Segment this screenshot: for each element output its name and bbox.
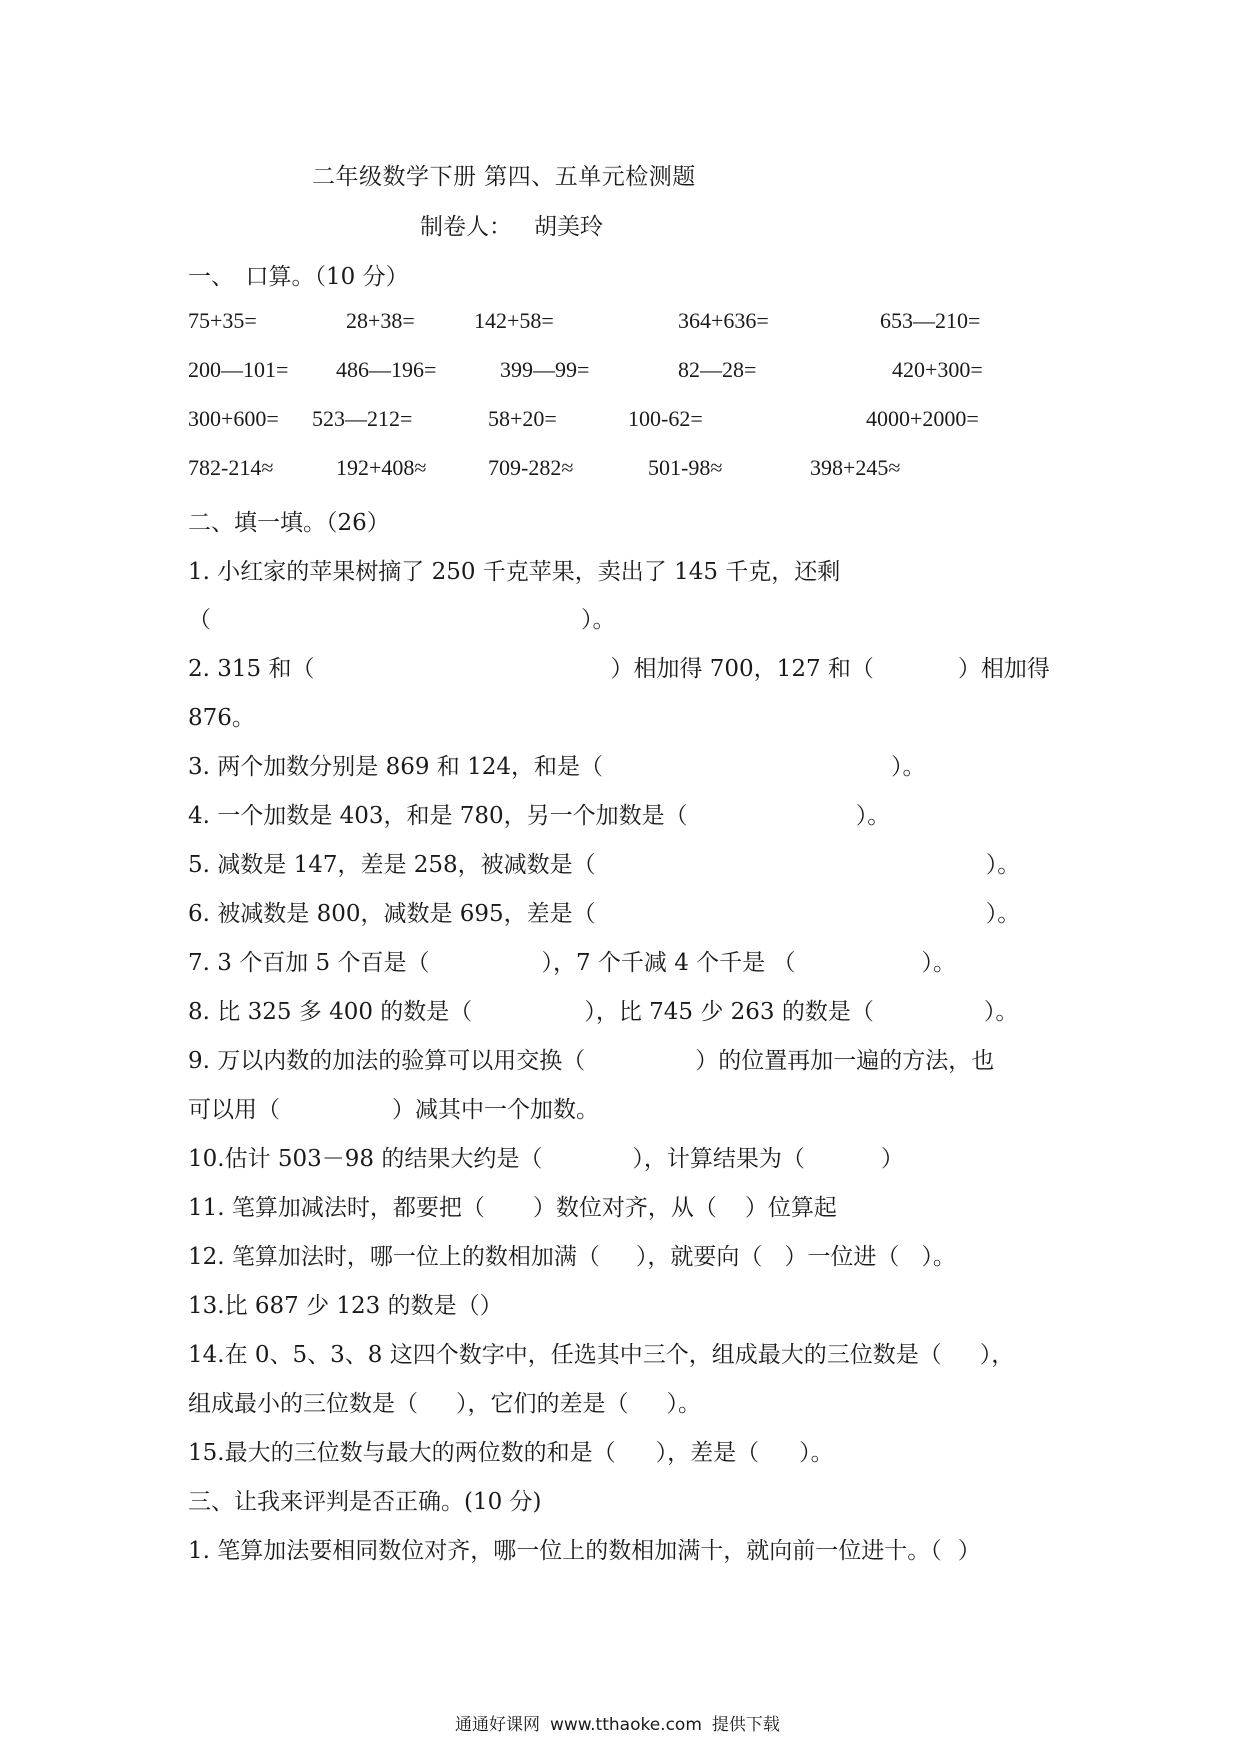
question-3 <box>188 748 926 781</box>
calc-item: 782-214≈ <box>188 455 274 480</box>
question-7 <box>188 944 956 977</box>
calc-item: 709-282≈ <box>488 455 574 480</box>
question-10 <box>188 1140 904 1173</box>
question-text: ）。 <box>855 803 891 829</box>
question-text: 6. 被减数是 800，减数是 695，差是（ <box>188 901 596 927</box>
calc-item: 399—99= <box>500 357 590 382</box>
question-text: ）。 <box>799 1440 834 1466</box>
section3-heading: 三、让我来评判是否正确。(10 分) <box>188 1489 542 1515</box>
question-text: 12. 笔算加法时，哪一位上的数相加满（ <box>188 1244 600 1270</box>
question-text: 可以用（ <box>188 1097 280 1123</box>
question-5 <box>188 846 1020 879</box>
question-text: ）数位对齐，从（ <box>532 1195 717 1221</box>
question-text: ）。 <box>983 999 1019 1025</box>
question-text: ） <box>880 1146 904 1172</box>
calc-item: 82—28= <box>678 357 757 382</box>
calc-item: 420+300= <box>892 357 983 382</box>
calc-item: 75+35= <box>188 308 257 333</box>
calc-item: 653—210= <box>880 308 981 333</box>
question-text: ）。 <box>921 1244 956 1270</box>
question-1-line2 <box>188 601 616 634</box>
calc-item: 398+245≈ <box>810 455 901 480</box>
question-1-line1: 1. 小红家的苹果树摘了 250 千克苹果，卖出了 145 千克，还剩 <box>188 559 841 585</box>
question-13: 13.比 687 少 123 的数是（） <box>188 1293 503 1319</box>
question-text: 15.最大的三位数与最大的两位数的和是（ <box>188 1440 616 1466</box>
question-15 <box>188 1434 834 1467</box>
section3-question-1 <box>188 1532 981 1565</box>
calc-item: 486—196= <box>336 357 437 382</box>
calc-item: 200—101= <box>188 357 289 382</box>
question-text: ） <box>957 1538 981 1564</box>
question-text: ）。 <box>921 950 956 976</box>
question-6 <box>188 895 1020 928</box>
section2-heading: 二、填一填。（26） <box>188 510 390 536</box>
question-14-line2 <box>188 1385 701 1418</box>
calc-item: 4000+2000= <box>866 406 979 431</box>
question-text: ）位算起 <box>744 1195 837 1221</box>
paren-open: （ <box>188 607 211 633</box>
question-text: 5. 减数是 147，差是 258，被减数是（ <box>188 852 596 878</box>
question-text: 11. 笔算加减法时，都要把（ <box>188 1195 485 1221</box>
calc-item: 100-62= <box>628 406 703 431</box>
question-text: ）。 <box>666 1391 701 1417</box>
question-text: 3. 两个加数分别是 869 和 124，和是（ <box>188 754 603 780</box>
question-text: 2. 315 和（ <box>188 656 315 682</box>
question-text: ）一位进（ <box>784 1244 900 1270</box>
question-4 <box>188 797 890 830</box>
page-title: 二年级数学下册 第四、五单元检测题 <box>312 164 696 190</box>
question-text: 8. 比 325 多 400 的数是（ <box>188 999 473 1025</box>
question-text: ），计算结果为（ <box>632 1146 805 1172</box>
question-text: ），差是（ <box>655 1440 760 1466</box>
question-text: ），就要向（ <box>635 1244 763 1270</box>
question-text: 10.估计 503－98 的结果大约是（ <box>188 1146 543 1172</box>
question-text: 1. 笔算加法要相同数位对齐，哪一位上的数相加满十，就向前一位进十。（ <box>188 1538 942 1564</box>
question-text: ）相加得 <box>957 656 1050 682</box>
section1-heading: 一、 口算。（10 分） <box>188 264 409 290</box>
question-text: ）。 <box>891 754 926 780</box>
question-14-line1 <box>188 1336 1014 1369</box>
question-text: ）。 <box>985 901 1021 927</box>
footer-suffix: 提供下载 <box>711 1715 780 1735</box>
calc-item: 192+408≈ <box>336 455 427 480</box>
author-line <box>420 208 603 241</box>
question-11 <box>188 1189 837 1222</box>
question-8 <box>188 993 1018 1026</box>
calc-item: 58+20= <box>488 406 557 431</box>
question-text: ）， <box>979 1342 1015 1368</box>
page-footer <box>455 1710 790 1735</box>
calc-item: 142+58= <box>474 308 554 333</box>
calc-item: 364+636= <box>678 308 769 333</box>
question-text: ），比 745 少 263 的数是（ <box>584 999 874 1025</box>
question-text: 7. 3 个百加 5 个百是（ <box>188 950 430 976</box>
calc-item: 300+600= <box>188 406 279 431</box>
question-text: 9. 万以内数的加法的验算可以用交换（ <box>188 1048 586 1074</box>
question-text: ）。 <box>985 852 1021 878</box>
author-name: 胡美玲 <box>534 214 603 240</box>
question-text: 14.在 0、5、3、8 这四个数字中，任选其中三个，组成最大的三位数是（ <box>188 1342 942 1368</box>
calc-item: 501-98≈ <box>648 455 723 480</box>
footer-url[interactable]: www.tthaoke.com <box>550 1715 702 1735</box>
footer-site-name: 通通好课网 <box>455 1715 540 1735</box>
question-text: ）的位置再加一遍的方法，也 <box>695 1048 995 1074</box>
author-label: 制卷人： <box>420 214 512 240</box>
question-text: ），它们的差是（ <box>456 1391 629 1417</box>
question-2-line2: 876。 <box>188 705 255 731</box>
question-text: 4. 一个加数是 403，和是 780，另一个加数是（ <box>188 803 688 829</box>
question-9-line1 <box>188 1042 994 1075</box>
question-9-line2 <box>188 1091 599 1124</box>
paren-close: ）。 <box>581 607 616 633</box>
question-text: ），7 个千减 4 个千是 （ <box>541 950 796 976</box>
question-text: 组成最小的三位数是（ <box>188 1391 418 1417</box>
question-text: ）相加得 700，127 和（ <box>610 656 874 682</box>
calc-item: 28+38= <box>346 308 415 333</box>
question-12 <box>188 1238 956 1271</box>
question-2-line1 <box>188 650 1050 683</box>
calc-item: 523—212= <box>312 406 413 431</box>
question-text: ）减其中一个加数。 <box>392 1097 599 1123</box>
